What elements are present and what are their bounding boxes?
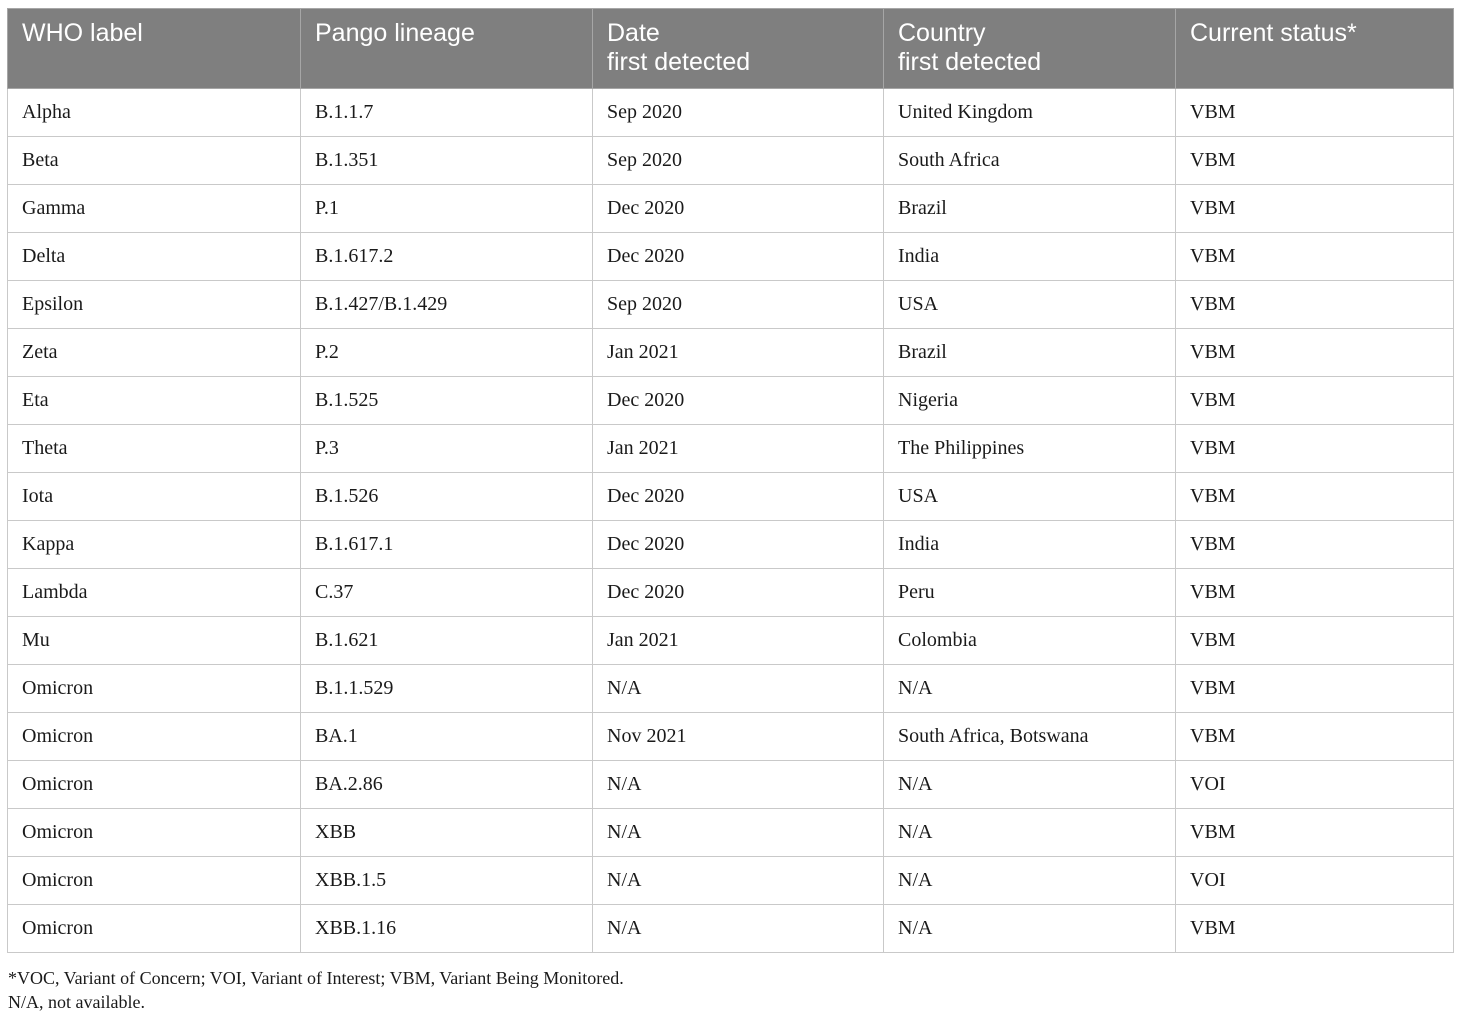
cell-pango-lineage: XBB.1.5 [301, 857, 593, 905]
cell-date: Nov 2021 [593, 713, 884, 761]
cell-status: VBM [1176, 89, 1454, 137]
cell-status: VBM [1176, 185, 1454, 233]
cell-country: Brazil [884, 329, 1176, 377]
header-text-line2: first detected [898, 48, 1042, 76]
cell-who-label: Omicron [8, 665, 301, 713]
cell-status: VBM [1176, 329, 1454, 377]
cell-who-label: Gamma [8, 185, 301, 233]
cell-who-label: Omicron [8, 809, 301, 857]
cell-country: Nigeria [884, 377, 1176, 425]
cell-country: The Philippines [884, 425, 1176, 473]
cell-country: Peru [884, 569, 1176, 617]
header-current-status [1176, 9, 1454, 89]
table-row [8, 905, 1454, 953]
cell-country: India [884, 233, 1176, 281]
cell-country: South Africa [884, 137, 1176, 185]
table-row [8, 761, 1454, 809]
table-row [8, 89, 1454, 137]
cell-status: VOI [1176, 761, 1454, 809]
cell-pango-lineage: P.2 [301, 329, 593, 377]
cell-pango-lineage: B.1.621 [301, 617, 593, 665]
cell-status: VBM [1176, 665, 1454, 713]
table-row [8, 713, 1454, 761]
cell-who-label: Kappa [8, 521, 301, 569]
cell-status: VBM [1176, 713, 1454, 761]
cell-pango-lineage: B.1.526 [301, 473, 593, 521]
cell-status: VBM [1176, 473, 1454, 521]
table-row [8, 617, 1454, 665]
cell-date: N/A [593, 761, 884, 809]
cell-who-label: Lambda [8, 569, 301, 617]
header-country-first-detected [884, 9, 1176, 89]
cell-status: VOI [1176, 857, 1454, 905]
cell-status: VBM [1176, 809, 1454, 857]
table-footnotes [8, 966, 624, 1014]
cell-date: Jan 2021 [593, 329, 884, 377]
cell-country: N/A [884, 857, 1176, 905]
cell-country: United Kingdom [884, 89, 1176, 137]
cell-status: VBM [1176, 425, 1454, 473]
variants-table-container [7, 8, 1453, 953]
cell-pango-lineage: B.1.617.1 [301, 521, 593, 569]
cell-date: Dec 2020 [593, 473, 884, 521]
table-row [8, 473, 1454, 521]
cell-pango-lineage: XBB [301, 809, 593, 857]
cell-country: Colombia [884, 617, 1176, 665]
cell-pango-lineage: BA.2.86 [301, 761, 593, 809]
cell-pango-lineage: BA.1 [301, 713, 593, 761]
cell-status: VBM [1176, 281, 1454, 329]
cell-date: Dec 2020 [593, 569, 884, 617]
cell-date: N/A [593, 809, 884, 857]
header-text: Current status* [1190, 19, 1357, 47]
cell-who-label: Mu [8, 617, 301, 665]
header-text: Pango lineage [315, 19, 475, 47]
cell-pango-lineage: P.3 [301, 425, 593, 473]
cell-pango-lineage: B.1.617.2 [301, 233, 593, 281]
cell-date: Sep 2020 [593, 137, 884, 185]
cell-date: Dec 2020 [593, 233, 884, 281]
cell-date: Dec 2020 [593, 185, 884, 233]
cell-date: Jan 2021 [593, 425, 884, 473]
cell-country: South Africa, Botswana [884, 713, 1176, 761]
cell-country: N/A [884, 665, 1176, 713]
cell-pango-lineage: B.1.1.7 [301, 89, 593, 137]
table-row [8, 521, 1454, 569]
footnote-status-legend: *VOC, Variant of Concern; VOI, Variant of Interest; VBM, Variant Being Monitored. [8, 968, 624, 988]
cell-who-label: Omicron [8, 761, 301, 809]
cell-date: Jan 2021 [593, 617, 884, 665]
cell-who-label: Beta [8, 137, 301, 185]
cell-date: N/A [593, 905, 884, 953]
table-row [8, 377, 1454, 425]
cell-pango-lineage: C.37 [301, 569, 593, 617]
table-row [8, 665, 1454, 713]
header-who-label [8, 9, 301, 89]
cell-country: N/A [884, 761, 1176, 809]
cell-pango-lineage: XBB.1.16 [301, 905, 593, 953]
table-row [8, 137, 1454, 185]
table-row [8, 329, 1454, 377]
cell-date: N/A [593, 665, 884, 713]
header-text-line2: first detected [607, 48, 751, 76]
cell-pango-lineage: B.1.525 [301, 377, 593, 425]
cell-country: USA [884, 473, 1176, 521]
cell-status: VBM [1176, 377, 1454, 425]
cell-status: VBM [1176, 905, 1454, 953]
cell-who-label: Eta [8, 377, 301, 425]
cell-who-label: Omicron [8, 713, 301, 761]
header-text: WHO label [22, 19, 143, 47]
cell-status: VBM [1176, 521, 1454, 569]
table-row [8, 425, 1454, 473]
cell-date: Dec 2020 [593, 377, 884, 425]
header-date-first-detected [593, 9, 884, 89]
cell-who-label: Delta [8, 233, 301, 281]
cell-date: Sep 2020 [593, 281, 884, 329]
cell-who-label: Omicron [8, 857, 301, 905]
table-row [8, 857, 1454, 905]
cell-country: Brazil [884, 185, 1176, 233]
footnote-na-legend: N/A, not available. [8, 992, 145, 1012]
cell-date: N/A [593, 857, 884, 905]
cell-country: N/A [884, 809, 1176, 857]
cell-who-label: Iota [8, 473, 301, 521]
header-text: Country [898, 19, 986, 47]
variants-table [7, 8, 1454, 953]
cell-pango-lineage: P.1 [301, 185, 593, 233]
cell-who-label: Zeta [8, 329, 301, 377]
cell-country: India [884, 521, 1176, 569]
cell-pango-lineage: B.1.1.529 [301, 665, 593, 713]
cell-date: Dec 2020 [593, 521, 884, 569]
table-row [8, 281, 1454, 329]
header-text: Date [607, 19, 660, 47]
cell-who-label: Omicron [8, 905, 301, 953]
cell-status: VBM [1176, 569, 1454, 617]
cell-status: VBM [1176, 137, 1454, 185]
cell-country: N/A [884, 905, 1176, 953]
table-header-row [8, 9, 1454, 89]
cell-country: USA [884, 281, 1176, 329]
cell-pango-lineage: B.1.427/B.1.429 [301, 281, 593, 329]
cell-who-label: Theta [8, 425, 301, 473]
cell-date: Sep 2020 [593, 89, 884, 137]
cell-who-label: Alpha [8, 89, 301, 137]
header-pango-lineage [301, 9, 593, 89]
cell-pango-lineage: B.1.351 [301, 137, 593, 185]
table-row [8, 185, 1454, 233]
cell-status: VBM [1176, 617, 1454, 665]
table-row [8, 569, 1454, 617]
cell-who-label: Epsilon [8, 281, 301, 329]
table-row [8, 809, 1454, 857]
table-row [8, 233, 1454, 281]
cell-status: VBM [1176, 233, 1454, 281]
